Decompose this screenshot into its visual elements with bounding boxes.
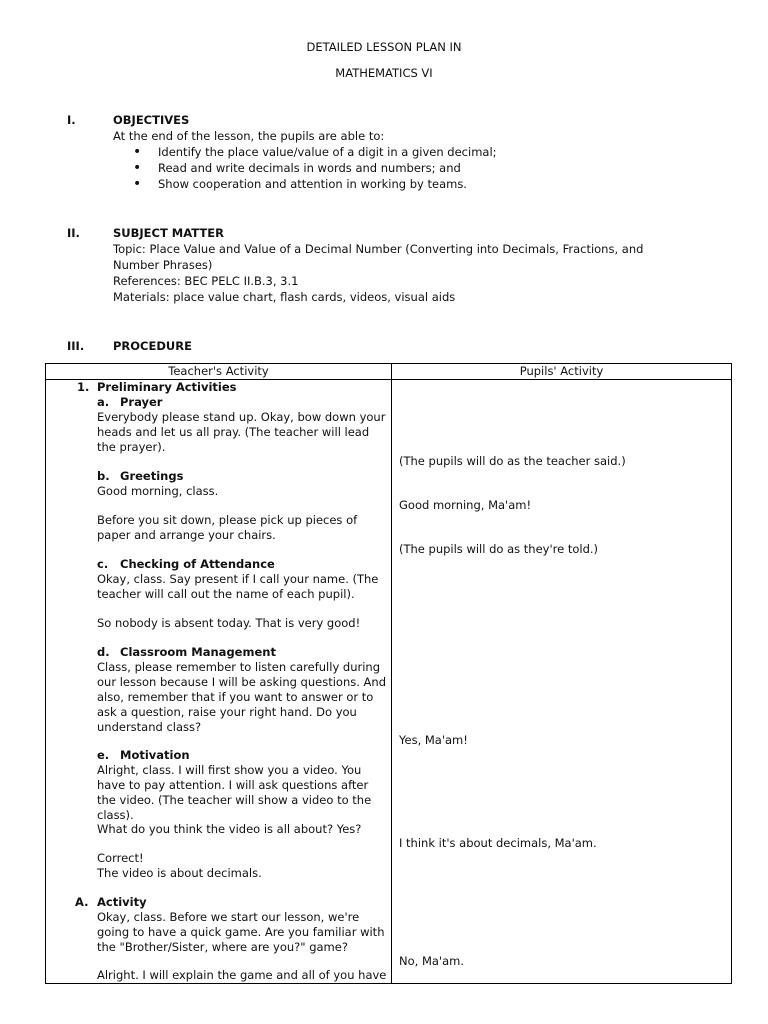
prelim-title: Preliminary Activities xyxy=(97,380,237,394)
objective-item: • Identify the place value/value of a digit in a given decimal; xyxy=(113,144,713,160)
objective-item: • Show cooperation and attention in working by teams. xyxy=(113,176,713,192)
objectives-number: I. xyxy=(67,113,76,127)
activity-text: Okay, class. Before we start our lesson, we're going to have a quick game. Are you familiar with the "Brother/Sister, where are you?" game? xyxy=(97,910,385,954)
procedure-title: PROCEDURE xyxy=(113,339,192,353)
classroom-management-text: Class, please remember to listen carefully during our lesson because I will be asking questions. And also, remember that if you want to answer or to ask a question, raise your right hand. Do you understand class? xyxy=(97,660,386,734)
motivation-question: What do you think the video is all about? Yes? xyxy=(97,822,362,836)
document-title-line-1: DETAILED LESSON PLAN IN xyxy=(306,40,462,54)
objectives-section xyxy=(113,112,713,192)
activity-title: Activity xyxy=(97,895,147,909)
subject-matter-title: SUBJECT MATTER xyxy=(113,226,224,240)
pupil-response: (The pupils will do as the teacher said.) xyxy=(399,454,626,468)
pupil-response: I think it's about decimals, Ma'am. xyxy=(399,836,597,850)
attendance-title: Checking of Attendance xyxy=(120,557,275,571)
objectives-list xyxy=(113,144,713,192)
pupils-activity-cell xyxy=(392,380,731,983)
motivation-correct: Correct! xyxy=(97,851,144,865)
objective-item: • Read and write decimals in words and numbers; and xyxy=(113,160,713,176)
greetings-instruction: Before you sit down, please pick up pieces of paper and arrange your chairs. xyxy=(97,513,358,542)
pupil-response: Good morning, Ma'am! xyxy=(399,498,532,512)
pupils-activity-header: Pupils' Activity xyxy=(392,364,732,380)
prayer-text: Everybody please stand up. Okay, bow down your heads and let us all pray. (The teacher will lead the prayer). xyxy=(97,410,386,454)
greetings-title: Greetings xyxy=(120,469,184,483)
prelim-number: 1. xyxy=(77,380,90,394)
motivation-title: Motivation xyxy=(120,748,190,762)
greetings-text: Good morning, class. xyxy=(97,484,219,498)
pupil-response: (The pupils will do as they're told.) xyxy=(399,542,599,556)
attendance-letter: c. xyxy=(97,557,109,571)
procedure-table xyxy=(45,363,732,984)
motivation-letter: e. xyxy=(97,748,110,762)
attendance-remark: So nobody is absent today. That is very good! xyxy=(97,616,361,630)
greetings-letter: b. xyxy=(97,469,110,483)
teacher-activity-header: Teacher's Activity xyxy=(46,364,392,380)
attendance-text: Okay, class. Say present if I call your name. (The teacher will call out the name of each pupil). xyxy=(97,572,379,601)
pupil-response: Yes, Ma'am! xyxy=(399,733,468,747)
document-title-line-2: MATHEMATICS VI xyxy=(335,66,433,80)
objectives-title: OBJECTIVES xyxy=(113,113,190,127)
teacher-activity-cell xyxy=(46,380,391,983)
subject-topic: Topic: Place Value and Value of a Decimal Number (Converting into Decimals, Fractions, and Number Phrases) xyxy=(113,242,644,272)
pupil-response: No, Ma'am. xyxy=(399,954,464,968)
subject-materials: Materials: place value chart, flash cards, videos, visual aids xyxy=(113,290,456,304)
activity-instruction: Alright. I will explain the game and all of you have xyxy=(97,968,387,982)
objectives-intro: At the end of the lesson, the pupils are able to: xyxy=(113,129,385,143)
subject-matter-number: II. xyxy=(67,226,80,240)
activity-letter: A. xyxy=(75,895,89,909)
prayer-letter: a. xyxy=(97,395,110,409)
classroom-management-title: Classroom Management xyxy=(120,645,276,659)
motivation-conclusion: The video is about decimals. xyxy=(97,866,262,880)
prayer-title: Prayer xyxy=(120,395,163,409)
motivation-text: Alright, class. I will first show you a video. You have to pay attention. I will ask questions after the video. (The teacher will show a video to the class). xyxy=(97,763,372,822)
procedure-number: III. xyxy=(67,339,85,353)
classroom-management-letter: d. xyxy=(97,645,110,659)
subject-matter-section xyxy=(113,225,693,305)
subject-references: References: BEC PELC II.B.3, 3.1 xyxy=(113,274,299,288)
